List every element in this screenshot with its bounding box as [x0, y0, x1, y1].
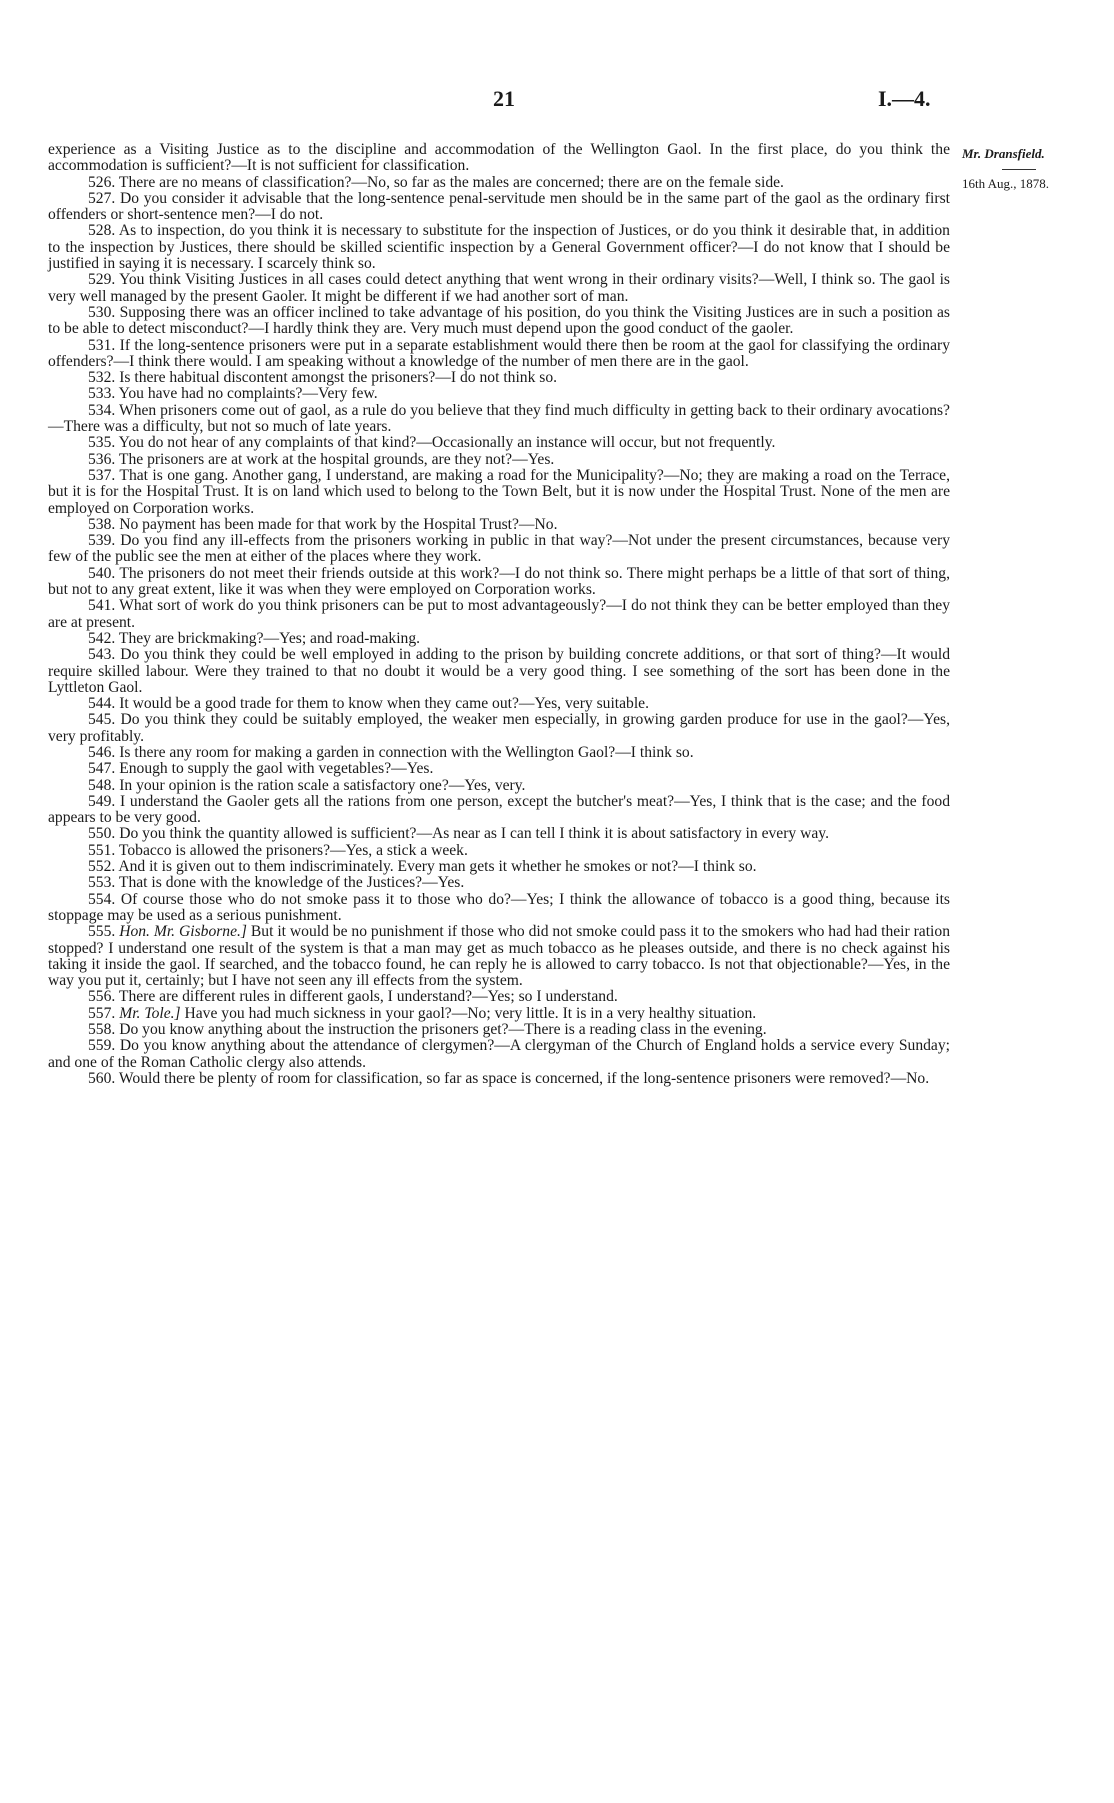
- question-number: 534.: [88, 401, 116, 419]
- question-paragraph: [48, 1006, 950, 1022]
- question-number: 543.: [88, 646, 116, 664]
- paragraph-text: experience as a Visiting Justice as to the discipline and accommodation of the Wellington Gaol. In the first place, do you think the accommodation is sufficient?—It is not sufficient for classification.: [48, 141, 950, 175]
- paragraph-text: You have had no complaints?—Very few.: [118, 385, 378, 403]
- paragraph-text: Would there be plenty of room for classification, so far as space is concerned, if the long-sentence prisoners were removed?—No.: [118, 1069, 930, 1087]
- paragraph-text: I understand the Gaoler gets all the rations from one person, except the butcher's meat?—Yes, I think that is the case; and the food appears to be very good.: [48, 792, 950, 827]
- paragraph-text: Is there habitual discontent amongst the prisoners?—I do not think so.: [119, 369, 558, 387]
- question-paragraph: [48, 647, 950, 696]
- question-number: 549.: [88, 792, 116, 810]
- question-number: 535.: [88, 434, 116, 452]
- question-paragraph: [48, 435, 950, 451]
- question-number: 557.: [88, 1004, 116, 1022]
- paragraph-text: No payment has been made for that work by the Hospital Trust?—No.: [119, 515, 558, 533]
- question-paragraph: [48, 843, 950, 859]
- question-number: 548.: [88, 776, 116, 794]
- question-number: 542.: [88, 629, 116, 647]
- question-paragraph: [48, 468, 950, 517]
- question-paragraph: [48, 566, 950, 599]
- question-number: 553.: [88, 874, 116, 892]
- page-number: 21: [493, 86, 515, 111]
- paragraph-text: Is there any room for making a garden in connection with the Wellington Gaol?—I think so.: [119, 743, 694, 761]
- paragraph-text: Of course those who do not smoke pass it to those who do?—Yes; I think the allowance of tobacco is a good thing, because its stoppage may be used as a serious punishment.: [48, 890, 951, 924]
- question-number: 526.: [88, 173, 116, 191]
- question-paragraph: [48, 370, 950, 386]
- question-number: 554.: [88, 890, 116, 908]
- question-number: 555.: [88, 923, 116, 941]
- question-paragraph: [48, 778, 950, 794]
- question-paragraph: [48, 533, 950, 566]
- question-number: 530.: [88, 303, 116, 321]
- paragraph-text: That is one gang. Another gang, I understand, are making a road for the Municipality?—No; they are making a road on the Terrace, but it is for the Hospital Trust. It is on land which used to belong to the Town Belt, but it is now under the Hospital Trust. None of the men are employed on Corporation works.: [48, 466, 950, 517]
- paragraph-text: Do you consider it advisable that the long-sentence penal-servitude men should be in the same part of the gaol as the ordinary first offenders or short-sentence men?—I do not.: [48, 189, 950, 224]
- question-paragraph: [48, 452, 950, 468]
- paragraph-text: Supposing there was an officer inclined to take advantage of his position, do you think the Visiting Justices are in such a position as to be able to detect misconduct?—I hardly think they are. Very much must depend upon the good conduct of the gaoler.: [48, 303, 950, 338]
- question-paragraph: [48, 305, 950, 338]
- question-paragraph: [48, 338, 950, 371]
- question-paragraph: [48, 859, 950, 875]
- evidence-text: [48, 142, 950, 1087]
- question-paragraph: [48, 272, 950, 305]
- question-paragraph: [48, 794, 950, 827]
- question-number: 551.: [88, 841, 116, 859]
- question-number: 556.: [88, 988, 116, 1006]
- question-number: 540.: [88, 564, 116, 582]
- question-paragraph: [48, 745, 950, 761]
- question-number: 552.: [88, 858, 116, 876]
- paragraph-text: The prisoners are at work at the hospital grounds, are they not?—Yes.: [118, 450, 555, 468]
- question-number: 547.: [88, 760, 116, 778]
- paragraph-text: And it is given out to them indiscriminately. Every man gets it whether he smokes or not?—I think so.: [118, 858, 757, 876]
- continued-paragraph: [48, 142, 950, 175]
- speaker-name: Hon. Mr. Gisborne.]: [119, 923, 247, 941]
- question-paragraph: [48, 712, 950, 745]
- question-number: 541.: [88, 597, 116, 615]
- question-paragraph: [48, 696, 950, 712]
- paragraph-text: When prisoners come out of gaol, as a rule do you believe that they find much difficulty in getting back to their ordinary avocations?—There was a difficulty, but not so much of late years.: [48, 401, 950, 436]
- question-number: 528.: [88, 222, 116, 240]
- witness-name: Mr. Dransfield.: [962, 146, 1045, 161]
- paragraph-text: Have you had much sickness in your gaol?—No; very little. It is in a very healthy situation.: [184, 1004, 757, 1022]
- paragraph-text: But it would be no punishment if those who did not smoke could pass it to the smokers who had had their ration stopped? I understand one result of the system is that a man may get as much tobacco as he pleases outside, and there is no check against his taking it inside the gaol. If searched, and the tobacco found, he can reply he is allowed to carry tobacco. Is not that objectionable?—Yes, in the way you put it, certainly; but I have not seen any ill effects from the system.: [48, 923, 950, 990]
- question-number: 544.: [88, 695, 116, 713]
- paragraph-text: Do you think they could be suitably employed, the weaker men especially, in growing garden produce for use in the gaol?—Yes, very profitably.: [48, 711, 950, 745]
- question-number: 529.: [88, 271, 116, 289]
- question-number: 559.: [88, 1037, 116, 1055]
- question-number: 558.: [88, 1021, 116, 1039]
- paragraph-text: If the long-sentence prisoners were put in a separate establishment would there then be room at the gaol for classifying the ordinary offenders?—I think there would. I am speaking without a knowledge of the number of men there are in the gaol.: [48, 336, 950, 370]
- paragraph-text: Do you know anything about the attendance of clergymen?—A clergyman of the Church of England holds a service every Sunday; and one of the Roman Catholic clergy also attends.: [48, 1037, 950, 1071]
- question-paragraph: [48, 403, 950, 436]
- margin-note: [962, 144, 1092, 193]
- question-paragraph: [48, 631, 950, 647]
- paragraph-text: There are different rules in different gaols, I understand?—Yes; so I understand.: [118, 988, 618, 1006]
- question-number: 539.: [88, 532, 116, 550]
- question-number: 532.: [88, 369, 116, 387]
- question-paragraph: [48, 1038, 950, 1071]
- paragraph-text: Enough to supply the gaol with vegetables?—Yes.: [119, 760, 434, 778]
- paragraph-text: They are brickmaking?—Yes; and road-making.: [118, 629, 421, 647]
- question-paragraph: [48, 924, 950, 989]
- question-paragraph: [48, 1022, 950, 1038]
- paragraph-text: It would be a good trade for them to know when they came out?—Yes, very suitable.: [119, 695, 649, 713]
- paragraph-text: That is done with the knowledge of the Justices?—Yes.: [118, 874, 465, 892]
- paragraph-text: The prisoners do not meet their friends outside at this work?—I do not think so. There might perhaps be a little of that sort of thing, but not to any great extent, like it was when they were employed on Corporation works.: [48, 564, 950, 599]
- question-number: 531.: [88, 336, 116, 354]
- paragraph-text: Do you know anything about the instruction the prisoners get?—There is a reading class in the evening.: [119, 1021, 767, 1039]
- paragraph-text: What sort of work do you think prisoners can be put to most advantageously?—I do not think they can be better employed than they are at present.: [48, 597, 950, 631]
- question-number: 533.: [88, 385, 116, 403]
- question-number: 537.: [88, 466, 116, 484]
- question-paragraph: [48, 826, 950, 842]
- paragraph-text: Tobacco is allowed the prisoners?—Yes, a stick a week.: [118, 841, 468, 859]
- question-paragraph: [48, 223, 950, 272]
- witness-date: 16th Aug., 1878.: [962, 176, 1050, 191]
- question-paragraph: [48, 598, 950, 631]
- paragraph-text: In your opinion is the ration scale a satisfactory one?—Yes, very.: [119, 776, 526, 794]
- question-number: 560.: [88, 1069, 116, 1087]
- question-number: 538.: [88, 515, 116, 533]
- question-paragraph: [48, 517, 950, 533]
- question-paragraph: [48, 1071, 950, 1087]
- paragraph-text: Do you think the quantity allowed is sufficient?—As near as I can tell I think it is about satisfactory in every way.: [119, 825, 829, 843]
- paragraph-text: As to inspection, do you think it is necessary to substitute for the inspection of Justices, or do you think it desirable that, in addition to the inspection by Justices, there should be skilled scientific inspection by a General Government officer?—I do not know that I should be justified in saying it is necessary. I scarcely think so.: [48, 222, 950, 273]
- paragraph-text: Do you think they could be well employed in adding to the prison by building concrete additions, or that sort of thing?—It would require skilled labour. Were they trained to that no doubt it would be a very good thing. I see something of the sort has been done in the Lyttleton Gaol.: [48, 646, 951, 696]
- question-number: 546.: [88, 743, 116, 761]
- question-paragraph: [48, 892, 950, 925]
- margin-rule: [1002, 169, 1036, 170]
- speaker-name: Mr. Tole.]: [119, 1004, 181, 1022]
- question-paragraph: [48, 175, 950, 191]
- paragraph-text: You do not hear of any complaints of that kind?—Occasionally an instance will occur, but not frequently.: [118, 434, 776, 452]
- paragraph-text: Do you find any ill-effects from the prisoners working in public in that way?—Not under the present circumstances, because very few of the public see the men at either of the places where they work.: [48, 532, 950, 566]
- question-number: 536.: [88, 450, 116, 468]
- document-code: I.—4.: [878, 86, 931, 111]
- question-paragraph: [48, 761, 950, 777]
- question-paragraph: [48, 191, 950, 224]
- question-number: 527.: [88, 189, 116, 207]
- question-number: 550.: [88, 825, 116, 843]
- paragraph-text: You think Visiting Justices in all cases could detect anything that went wrong in their ordinary visits?—Well, I think so. The gaol is very well managed by the present Gaoler. It might be different if we had another sort of man.: [48, 271, 950, 305]
- paragraph-text: There are no means of classification?—No, so far as the males are concerned; there are on the female side.: [118, 173, 784, 191]
- question-paragraph: [48, 989, 950, 1005]
- question-paragraph: [48, 386, 950, 402]
- question-paragraph: [48, 875, 950, 891]
- question-number: 545.: [88, 711, 116, 729]
